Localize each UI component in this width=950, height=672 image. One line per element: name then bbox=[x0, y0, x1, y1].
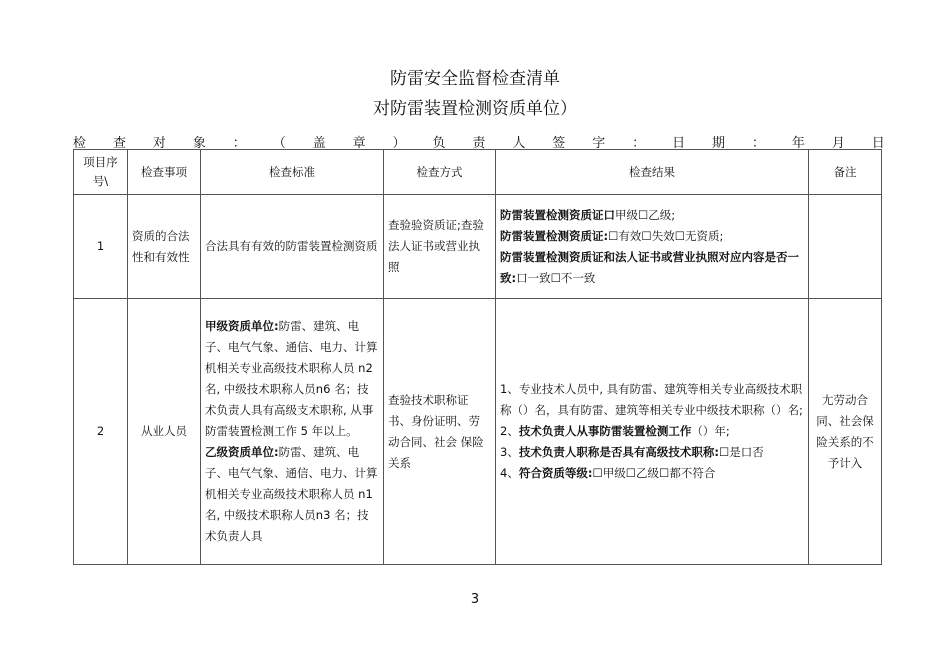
result-bold-text: 防雷装置检测资质证: bbox=[500, 228, 609, 243]
row-note bbox=[809, 195, 882, 299]
subheader-char: 负 bbox=[432, 136, 446, 151]
page-subtitle: 对防雷装置检测资质单位） bbox=[373, 99, 577, 119]
result-line bbox=[500, 247, 804, 289]
page-title: 防雷安全监督检查清单 bbox=[390, 69, 560, 89]
result-line bbox=[500, 442, 804, 463]
subheader-char: 章 bbox=[352, 136, 366, 151]
col-header-result: 检查结果 bbox=[496, 150, 809, 195]
table-row bbox=[74, 195, 882, 299]
table-header-row bbox=[74, 150, 882, 195]
result-bold-text: 技术负责人职称是否具有高级技术职称: bbox=[518, 445, 719, 459]
inspection-table bbox=[73, 149, 882, 565]
row-item: 资质的合法性和有效性 bbox=[128, 195, 201, 299]
row-method: 查验验资质证;查验法人证书或营业执照 bbox=[384, 195, 496, 299]
standard-grade-a-text: 防雷、建筑、电子、电气气象、通信、电力、计算机相关专业高级技术职称人员 n2 名, 中级技术职称人员n6 名；技术负责人具有高级支术职称, 从事防雷装置检测工作 5 年以上。 bbox=[205, 319, 378, 438]
row-note: 尢劳动合同、社会保险关系的不予计入 bbox=[809, 299, 882, 565]
subheader-char: 检 bbox=[73, 136, 87, 151]
subheader-char: 盖 bbox=[312, 136, 326, 151]
subheader-char: 对 bbox=[152, 136, 166, 151]
result-text: 口一致☐不一致 bbox=[516, 270, 596, 285]
col-header-standard: 检查标准 bbox=[201, 150, 384, 195]
subheader-char: 月 bbox=[831, 136, 845, 151]
result-line bbox=[500, 421, 804, 442]
subheader-char: 查 bbox=[112, 136, 126, 151]
result-line bbox=[500, 226, 804, 247]
result-text: ☐是口否 bbox=[718, 445, 764, 459]
subheader-char: 字 bbox=[592, 136, 606, 151]
result-prefix: 2、 bbox=[500, 424, 519, 438]
result-line bbox=[500, 463, 804, 484]
subheader-char: （ bbox=[272, 136, 286, 151]
row-result bbox=[496, 195, 809, 299]
row-number: 1 bbox=[74, 195, 128, 299]
result-line: 1、专业技术人员中, 具有防雷、建筑等相关专业高级技术职称（）名，具有防雷、建筑等相关专业中级技术职称（）名; bbox=[500, 382, 803, 417]
page-number: 3 bbox=[470, 592, 480, 607]
subheader-char: 签 bbox=[552, 136, 566, 151]
result-prefix: 4、 bbox=[500, 466, 519, 480]
col-header-note: 备注 bbox=[809, 150, 882, 195]
standard-grade-a-label: 甲级资质单位: bbox=[205, 319, 279, 333]
col-header-number: 项目序号\ bbox=[74, 150, 128, 195]
subheader-char: ： bbox=[751, 136, 765, 151]
subheader-char: ） bbox=[392, 136, 406, 151]
subheader-char: 日 bbox=[672, 136, 686, 151]
result-bold-text: 防雷装置检测资质证和法人证书或营业执照对应内容是否一致: bbox=[500, 249, 799, 285]
subheader-char: 日 bbox=[871, 136, 885, 151]
row-number: 2 bbox=[74, 299, 128, 565]
standard-grade-b-label: 乙级资质单位: bbox=[205, 445, 279, 459]
subheader-char: 人 bbox=[512, 136, 526, 151]
row-standard: 合法具有有效的防雷装置检测资质 bbox=[201, 195, 384, 299]
subheader-char: ： bbox=[232, 136, 246, 151]
col-header-method: 检查方式 bbox=[384, 150, 496, 195]
col-header-item: 检查事项 bbox=[128, 150, 201, 195]
result-line bbox=[500, 205, 804, 226]
subheader-char: ： bbox=[632, 136, 646, 151]
result-prefix: 3、 bbox=[500, 445, 519, 459]
row-standard bbox=[201, 299, 384, 565]
result-bold-text: 防雷装置检测资质证口 bbox=[500, 207, 615, 222]
subheader-char: 责 bbox=[472, 136, 486, 151]
table-row bbox=[74, 299, 882, 565]
row-item: 从业人员 bbox=[128, 299, 201, 565]
standard-grade-b-text: 防雷、建筑、电子、电气气象、通信、电力、计算机相关专业高级技术职称人员 n1 名, 中级技术职称人员n3 名；技术负责人具 bbox=[205, 445, 378, 543]
row-method: 查验技术职称证书、身份证明、劳动合同、社会 保险关系 bbox=[384, 299, 496, 565]
subheader-char: 期 bbox=[712, 136, 726, 151]
row-result bbox=[496, 299, 809, 565]
result-text: （）年; bbox=[691, 424, 730, 438]
result-text: ☐甲级☐乙级☐都不符合 bbox=[592, 466, 716, 480]
subheader-char: 年 bbox=[791, 136, 805, 151]
result-text: 甲级☐乙级; bbox=[615, 207, 676, 222]
subheader-char: 象 bbox=[192, 136, 206, 151]
result-text: ☐有效☐失效☐无资质; bbox=[608, 228, 724, 243]
result-bold-text: 技术负责人从事防雷装置检测工作 bbox=[518, 424, 692, 438]
result-bold-text: 符合资质等级: bbox=[518, 466, 593, 480]
